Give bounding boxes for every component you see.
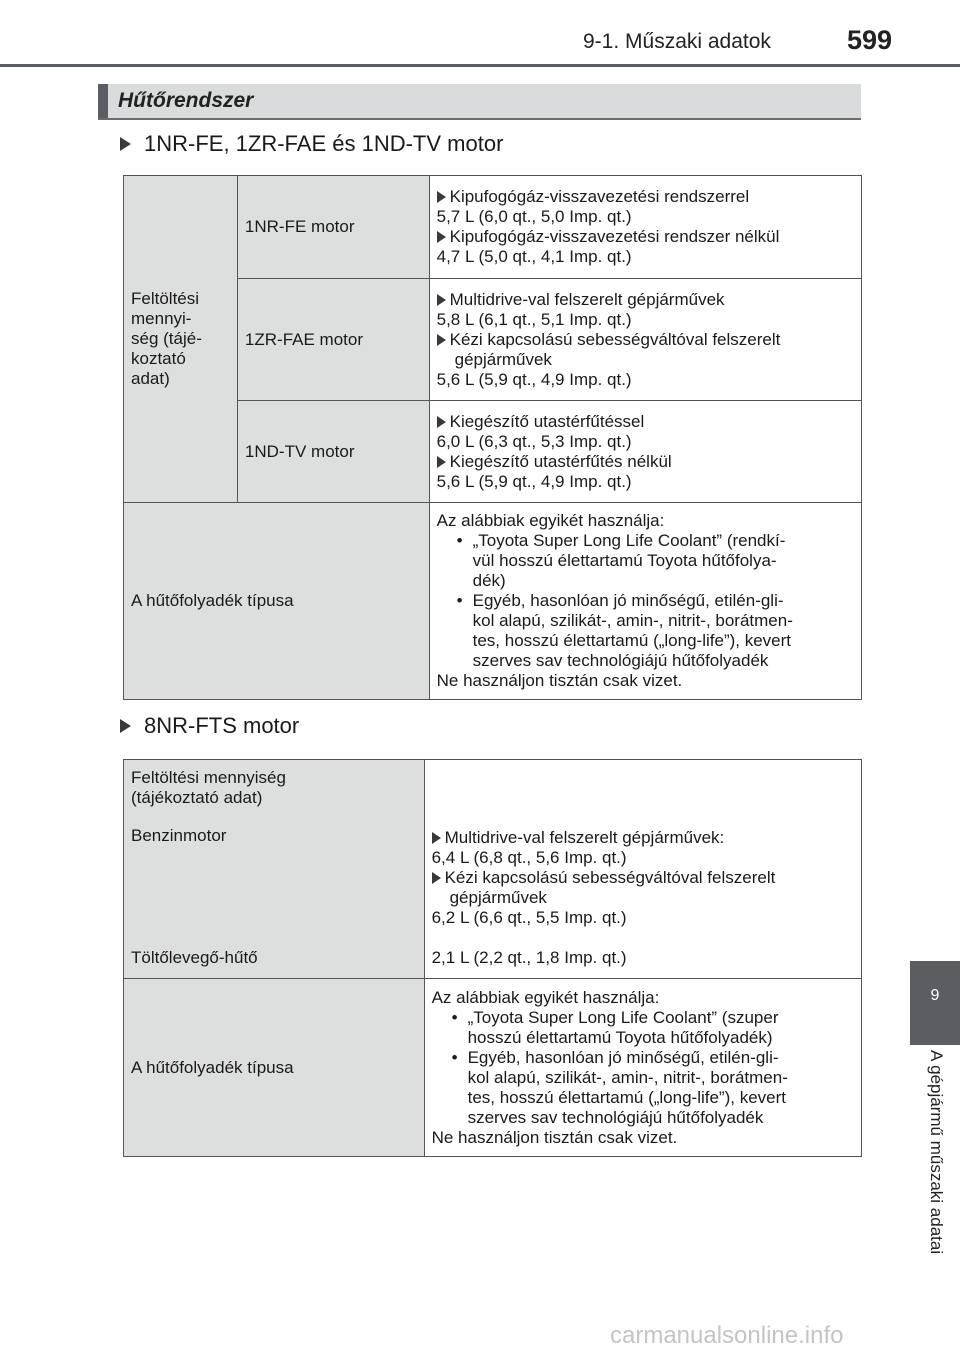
chapter-title: 9-1. Műszaki adatok <box>583 30 771 53</box>
section-heading-bar <box>98 84 861 120</box>
coolant-type-values: Az alábbiak egyikét használja: • „Toyota Super Long Life Coolant” (szuper hosszú élettartamú Toyota hűtőfolyadék) • Egyéb, hasonlóan jó minőségű, etilén-gli- kol alapú, szilikát-, amin-, nitrit-, borátmen- tes, hosszú élettartamú („long-life”), kevert szerves sav technológiájú hűtőfolyadék Ne használjon tisztán csak vizet. <box>424 979 861 1157</box>
page-number: 599 <box>847 25 893 55</box>
triangle-bullet-icon <box>437 456 446 468</box>
subheading-8nr <box>120 713 299 739</box>
triangle-bullet-icon <box>120 137 131 151</box>
watermark: carmanualsonline.info <box>610 1322 844 1349</box>
triangle-bullet-icon <box>437 294 446 306</box>
subheading-engines <box>120 131 503 157</box>
chapter-number: 9 <box>930 987 940 1004</box>
triangle-bullet-icon <box>120 719 131 733</box>
triangle-bullet-icon <box>437 191 446 203</box>
section-accent <box>98 84 108 118</box>
subheading-text: 8NR-FTS motor <box>144 713 300 738</box>
intercooler-label: Töltőlevegő-hűtő <box>131 948 258 967</box>
coolant-table-2 <box>123 759 862 1157</box>
petrol-engine-label: Benzinmotor <box>131 826 227 845</box>
fill-capacity-label: Feltöltési mennyiség (tájékoztató adat) Benzinmotor Töltőlevegő-hűtő <box>124 760 425 979</box>
intercooler-value: 2,1 L (2,2 qt., 1,8 Imp. qt.) <box>431 948 627 967</box>
triangle-bullet-icon <box>437 231 446 243</box>
list-item: • „Toyota Super Long Life Coolant” (szuper hosszú élettartamú Toyota hűtőfolyadék) <box>451 1007 779 1047</box>
engine-values-1zr: Multidrive-val felszerelt gépjárművek 5,8 L (6,1 qt., 5,1 Imp. qt.) Kézi kapcsolású sebességváltóval felszerelt gépjárművek 5,6 L (5,9 qt., 4,9 Imp. qt.) <box>429 279 861 401</box>
list-item: • Egyéb, hasonlóan jó minőségű, etilén-gli- kol alapú, szilikát-, amin-, nitrit-, borátmen- tes, hosszú élettartamú („long-life”), kevert szerves sav technológiájú hűtőfolyadék <box>456 591 793 670</box>
list-item: • Egyéb, hasonlóan jó minőségű, etilén-gli- kol alapú, szilikát-, amin-, nitrit-, borátmen- tes, hosszú élettartamú („long-life”), kevert szerves sav technológiájú hűtőfolyadék <box>451 1047 788 1127</box>
engine-label-1zr: 1ZR-FAE motor <box>237 279 429 401</box>
triangle-bullet-icon <box>432 832 441 844</box>
engine-values-1nr: Kipufogógáz-visszavezetési rendszerrel 5,7 L (6,0 qt., 5,0 Imp. qt.) Kipufogógáz-visszavezetési rendszer nélkül 4,7 L (5,0 qt., 4,1 Imp. qt.) <box>429 176 861 279</box>
list-item: • „Toyota Super Long Life Coolant” (rendkí- vül hosszú élettartamú Toyota hűtőfolya- dék) <box>456 531 786 590</box>
engine-values-1nd: Kiegészítő utastérfűtéssel 6,0 L (6,3 qt., 5,3 Imp. qt.) Kiegészítő utastérfűtés nélkül 5,6 L (5,9 qt., 4,9 Imp. qt.) <box>429 401 861 503</box>
triangle-bullet-icon <box>432 872 441 884</box>
subheading-text: 1NR-FE, 1ZR-FAE és 1ND-TV motor <box>144 131 504 156</box>
coolant-table-1 <box>123 175 862 700</box>
section-title: Hűtőrendszer <box>118 89 254 112</box>
coolant-type-label: A hűtőfolyadék típusa <box>124 503 430 700</box>
fill-capacity-values: Multidrive-val felszerelt gépjárművek: 6,4 L (6,8 qt., 5,6 Imp. qt.) Kézi kapcsolású sebességváltóval felszerelt gépjárművek 6,2 L (6,6 qt., 5,5 Imp. qt.) 2,1 L (2,2 qt., 1,8 Imp. qt.) <box>424 760 861 979</box>
engine-label-1nd: 1ND-TV motor <box>237 401 429 503</box>
coolant-type-label: A hűtőfolyadék típusa <box>124 979 425 1157</box>
chapter-tab <box>910 961 960 1045</box>
chapter-side-label: A gépjármű műszaki adatai <box>927 1050 946 1255</box>
engine-label-1nr: 1NR-FE motor <box>237 176 429 279</box>
triangle-bullet-icon <box>437 416 446 428</box>
coolant-type-values: Az alábbiak egyikét használja: • „Toyota Super Long Life Coolant” (rendkí- vül hosszú élettartamú Toyota hűtőfolya- dék) • Egyéb, hasonlóan jó minőségű, etilén-gli- kol alapú, szilikát-, amin-, nitrit-, borátmen- tes, hosszú élettartamú („long-life”), kevert szerves sav technológiájú hűtőfolyadék Ne használjon tisztán csak vizet. <box>429 503 861 700</box>
triangle-bullet-icon <box>437 334 446 346</box>
header-rule <box>0 64 960 67</box>
fill-capacity-label: Feltöltési mennyi- ség (tájé- koztató adat) <box>124 176 238 503</box>
